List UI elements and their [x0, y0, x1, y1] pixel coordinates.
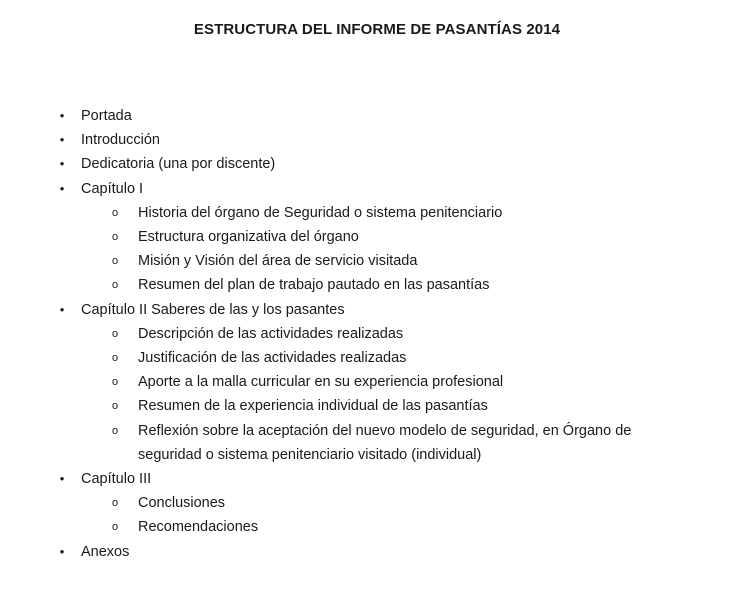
circle-bullet-icon: o — [111, 352, 119, 365]
sublist-item-label: Reflexión sobre la aceptación del nuevo modelo de seguridad, en Órgano de seguridad o sistema penitenciario visitado (individual) — [138, 422, 632, 463]
sublist-item-label: Estructura organizativa del órgano — [138, 229, 359, 246]
sublist-item — [81, 491, 754, 515]
sublist-item — [81, 419, 754, 467]
sublist-item — [81, 515, 754, 539]
outline-item-label: Capítulo II Saberes de las y los pasantes — [81, 301, 345, 318]
circle-bullet-icon: o — [111, 255, 119, 268]
circle-bullet-icon: o — [111, 497, 119, 510]
circle-bullet-icon: o — [111, 206, 119, 219]
outline-item-portada — [0, 104, 754, 128]
bullet-icon: • — [59, 156, 65, 172]
capitulo-2-sublist — [0, 322, 754, 467]
outline-item-capitulo-2 — [0, 298, 754, 467]
sublist-item — [81, 225, 754, 249]
sublist-item-label: Resumen del plan de trabajo pautado en las pasantías — [138, 277, 490, 294]
outline-item-capitulo-3 — [0, 467, 754, 540]
sublist-item-label: Historia del órgano de Seguridad o sistema penitenciario — [138, 204, 503, 221]
circle-bullet-icon: o — [111, 279, 119, 292]
sublist-item-label: Recomendaciones — [138, 519, 259, 536]
bullet-icon: • — [59, 180, 65, 196]
document-title: ESTRUCTURA DEL INFORME DE PASANTÍAS 2014 — [193, 21, 561, 38]
sublist-item-label: Justificación de las actividades realizadas — [138, 350, 407, 367]
bullet-icon: • — [59, 301, 65, 317]
sublist-item — [81, 346, 754, 370]
circle-bullet-icon: o — [111, 424, 119, 437]
bullet-icon: • — [59, 543, 65, 559]
sublist-item-label: Misión y Visión del área de servicio visitada — [138, 253, 418, 270]
report-outline — [0, 104, 754, 564]
sublist-item-label: Aporte a la malla curricular en su experiencia profesional — [138, 374, 504, 391]
circle-bullet-icon: o — [111, 400, 119, 413]
capitulo-3-sublist — [0, 491, 754, 539]
sublist-item — [81, 273, 754, 297]
circle-bullet-icon: o — [111, 231, 119, 244]
sublist-item — [81, 201, 754, 225]
sublist-item — [81, 394, 754, 418]
sublist-item — [81, 370, 754, 394]
outline-item-label: Capítulo I — [81, 180, 144, 197]
outline-item-label: Capítulo III — [81, 471, 152, 488]
bullet-icon: • — [59, 132, 65, 148]
sublist-item — [81, 249, 754, 273]
circle-bullet-icon: o — [111, 376, 119, 389]
sublist-item — [81, 322, 754, 346]
capitulo-1-sublist — [0, 201, 754, 298]
bullet-icon: • — [59, 471, 65, 487]
sublist-item-label: Descripción de las actividades realizadas — [138, 325, 404, 342]
circle-bullet-icon: o — [111, 327, 119, 340]
sublist-item-label: Conclusiones — [138, 495, 226, 512]
circle-bullet-icon: o — [111, 521, 119, 534]
outline-item-dedicatoria — [0, 152, 754, 176]
outline-item-capitulo-1 — [0, 177, 754, 298]
outline-item-introduccion — [0, 128, 754, 152]
outline-item-label: Portada — [81, 108, 132, 124]
outline-item-anexos — [0, 540, 754, 564]
outline-item-label: Anexos — [81, 543, 130, 560]
outline-item-label: Introducción — [81, 132, 160, 149]
bullet-icon: • — [59, 108, 65, 123]
outline-item-label: Dedicatoria (una por discente) — [81, 156, 276, 173]
sublist-item-label: Resumen de la experiencia individual de las pasantías — [138, 398, 488, 415]
